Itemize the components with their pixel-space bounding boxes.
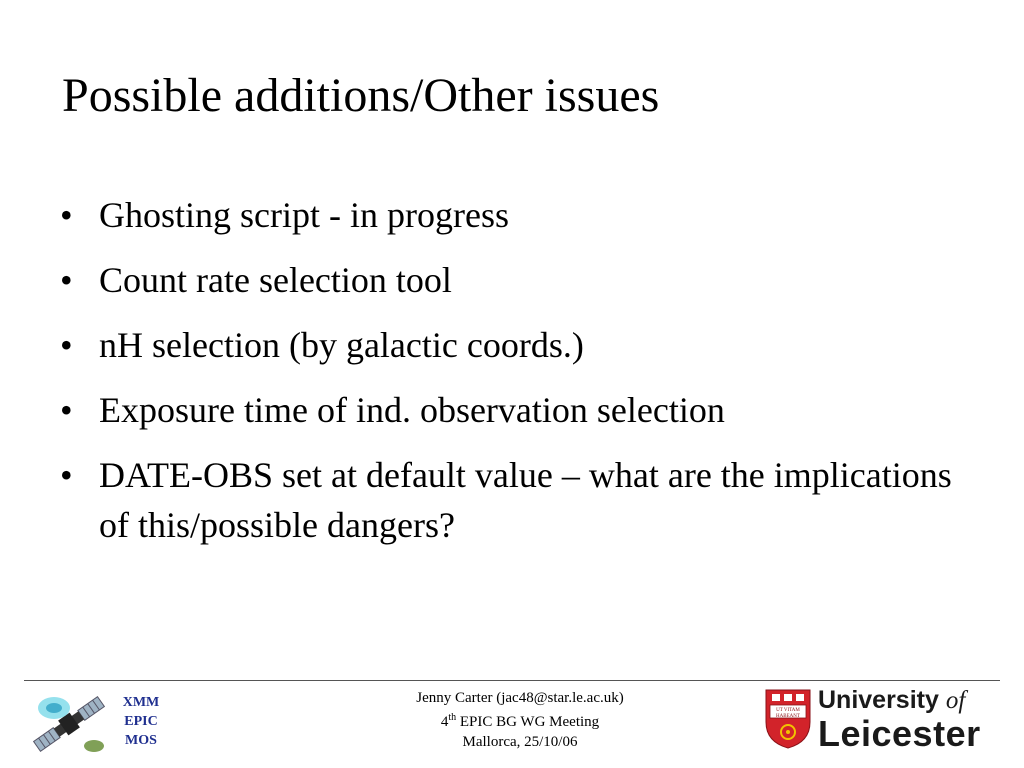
bullet-item [60,255,990,305]
bullet-marker: • [60,195,73,235]
footer-info [340,688,700,752]
bullet-text: DATE-OBS set at default value – what are the implications of this/possible dangers? [99,455,952,545]
epic-label-line: EPIC [124,714,158,729]
meeting-suffix: th [448,712,457,723]
bullet-text: Ghosting script - in progress [99,195,509,235]
of-word: of [945,687,966,714]
bullet-text: nH selection (by galactic coords.) [99,325,584,365]
bullet-marker: • [60,455,73,495]
leicester-crest-icon [764,688,812,750]
meeting-number: 4 [440,714,449,730]
bullet-list [60,190,990,565]
bullet-item [60,450,990,550]
university-wordmark [818,686,981,753]
xmm-satellite-icon [26,688,112,760]
footer-author: Jenny Carter (jac48@star.le.ac.uk) [416,690,624,706]
bullet-item [60,190,990,240]
bullet-text: Exposure time of ind. observation selection [99,390,725,430]
bullet-marker: • [60,260,73,300]
footer-location-date: Mallorca, 25/10/06 [462,734,578,750]
university-line [818,686,981,715]
bullet-item [60,385,990,435]
svg-text:UT VITAM: UT VITAM [776,708,800,713]
bullet-marker: • [60,390,73,430]
meeting-name: EPIC BG WG Meeting [456,714,600,730]
bullet-item [60,320,990,370]
footer-meeting [340,708,700,732]
leicester-word: Leicester [818,713,981,754]
bullet-marker: • [60,325,73,365]
svg-text:HABEANT: HABEANT [776,714,800,719]
xmm-label-line: XMM [122,695,160,710]
mos-label-line: MOS [125,733,157,748]
xmm-epic-mos-label [112,693,170,750]
bullet-text: Count rate selection tool [99,260,452,300]
footer-divider [24,680,1000,681]
slide-title: Possible additions/Other issues [62,69,660,122]
university-word: University [818,686,939,714]
